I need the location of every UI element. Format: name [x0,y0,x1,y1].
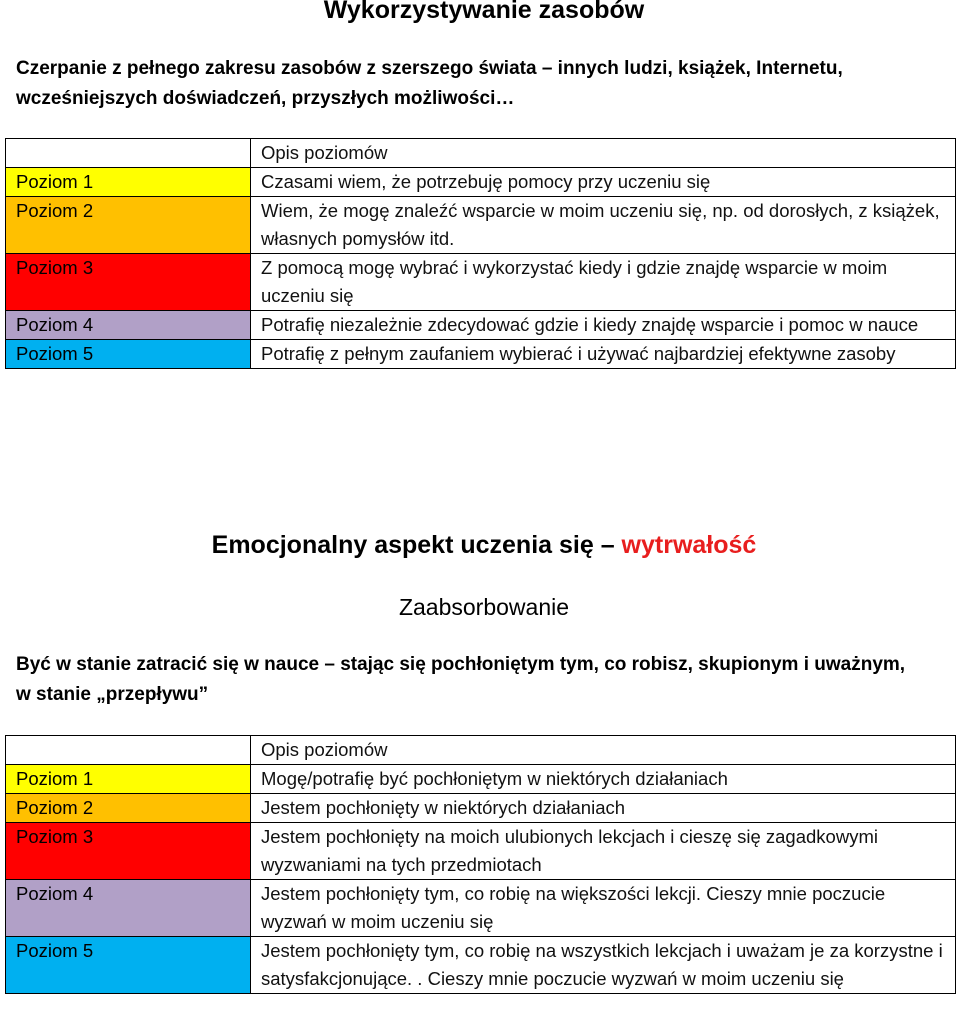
level-description: Jestem pochłonięty w niektórych działaniach [251,794,956,823]
level-label: Poziom 2 [6,197,251,254]
header-empty-cell [6,139,251,168]
level-label: Poziom 3 [6,254,251,311]
level-label: Poziom 2 [6,794,251,823]
section2-title-main: Emocjonalny aspekt uczenia się – [211,531,622,559]
section2-title-accent: wytrwałość [621,531,757,559]
table-row-level-4 [6,311,956,340]
level-description: Jestem pochłonięty tym, co robię na wszystkich lekcjach i uważam je za korzystne i satysfakcjonujące. . Cieszy mnie poczucie wyzwań w moim uczeniu się [251,937,956,994]
table-header-row [6,139,956,168]
header-cell: Opis poziomów [251,139,956,168]
level-description: Potrafię z pełnym zaufaniem wybierać i używać najbardziej efektywne zasoby [251,340,956,369]
level-description: Mogę/potrafię być pochłoniętym w niektórych działaniach [251,765,956,794]
section1-title: Wykorzystywanie zasobów [323,0,645,24]
level-description: Czasami wiem, że potrzebuję pomocy przy uczeniu się [251,168,956,197]
level-label: Poziom 1 [6,168,251,197]
level-label: Poziom 3 [6,823,251,880]
section1-intro-line1: Czerpanie z pełnego zakresu zasobów z szerszego świata – innych ludzi, książek, Internetu, [16,58,843,79]
section2-levels-table [5,735,956,994]
table-row-level-2 [6,197,956,254]
table-row-level-4 [6,880,956,937]
level-label: Poziom 5 [6,937,251,994]
table-row-level-3 [6,823,956,880]
header-cell: Opis poziomów [251,736,956,765]
level-description: Z pomocą mogę wybrać i wykorzystać kiedy i gdzie znajdę wsparcie w moim uczeniu się [251,254,956,311]
section2-intro-line1: Być w stanie zatracić się w nauce – stając się pochłoniętym tym, co robisz, skupionym i uważnym, [16,654,906,675]
level-description: Wiem, że mogę znaleźć wsparcie w moim uczeniu się, np. od dorosłych, z książek, własnych pomysłów itd. [251,197,956,254]
level-label: Poziom 1 [6,765,251,794]
level-description: Jestem pochłonięty na moich ulubionych lekcjach i cieszę się zagadkowymi wyzwaniami na tych przedmiotach [251,823,956,880]
section1-levels-table [5,138,956,369]
section1-intro-line2: wcześniejszych doświadczeń, przyszłych możliwości… [16,88,515,109]
section1-intro [16,54,946,114]
header-empty-cell [6,736,251,765]
level-description: Potrafię niezależnie zdecydować gdzie i kiedy znajdę wsparcie i pomoc w nauce [251,311,956,340]
table-row-level-3 [6,254,956,311]
level-label: Poziom 4 [6,311,251,340]
section2-subtitle: Zaabsorbowanie [398,594,570,620]
level-description: Jestem pochłonięty tym, co robię na większości lekcji. Cieszy mnie poczucie wyzwań w moim uczeniu się [251,880,956,937]
section2-intro [16,650,946,710]
section2-intro-line2: w stanie „przepływu” [16,684,209,705]
section2-title [0,531,960,560]
table-row-level-2 [6,794,956,823]
table-row-level-1 [6,168,956,197]
table-row-level-5 [6,340,956,369]
table-header-row [6,736,956,765]
level-label: Poziom 5 [6,340,251,369]
table-row-level-5 [6,937,956,994]
table-row-level-1 [6,765,956,794]
level-label: Poziom 4 [6,880,251,937]
